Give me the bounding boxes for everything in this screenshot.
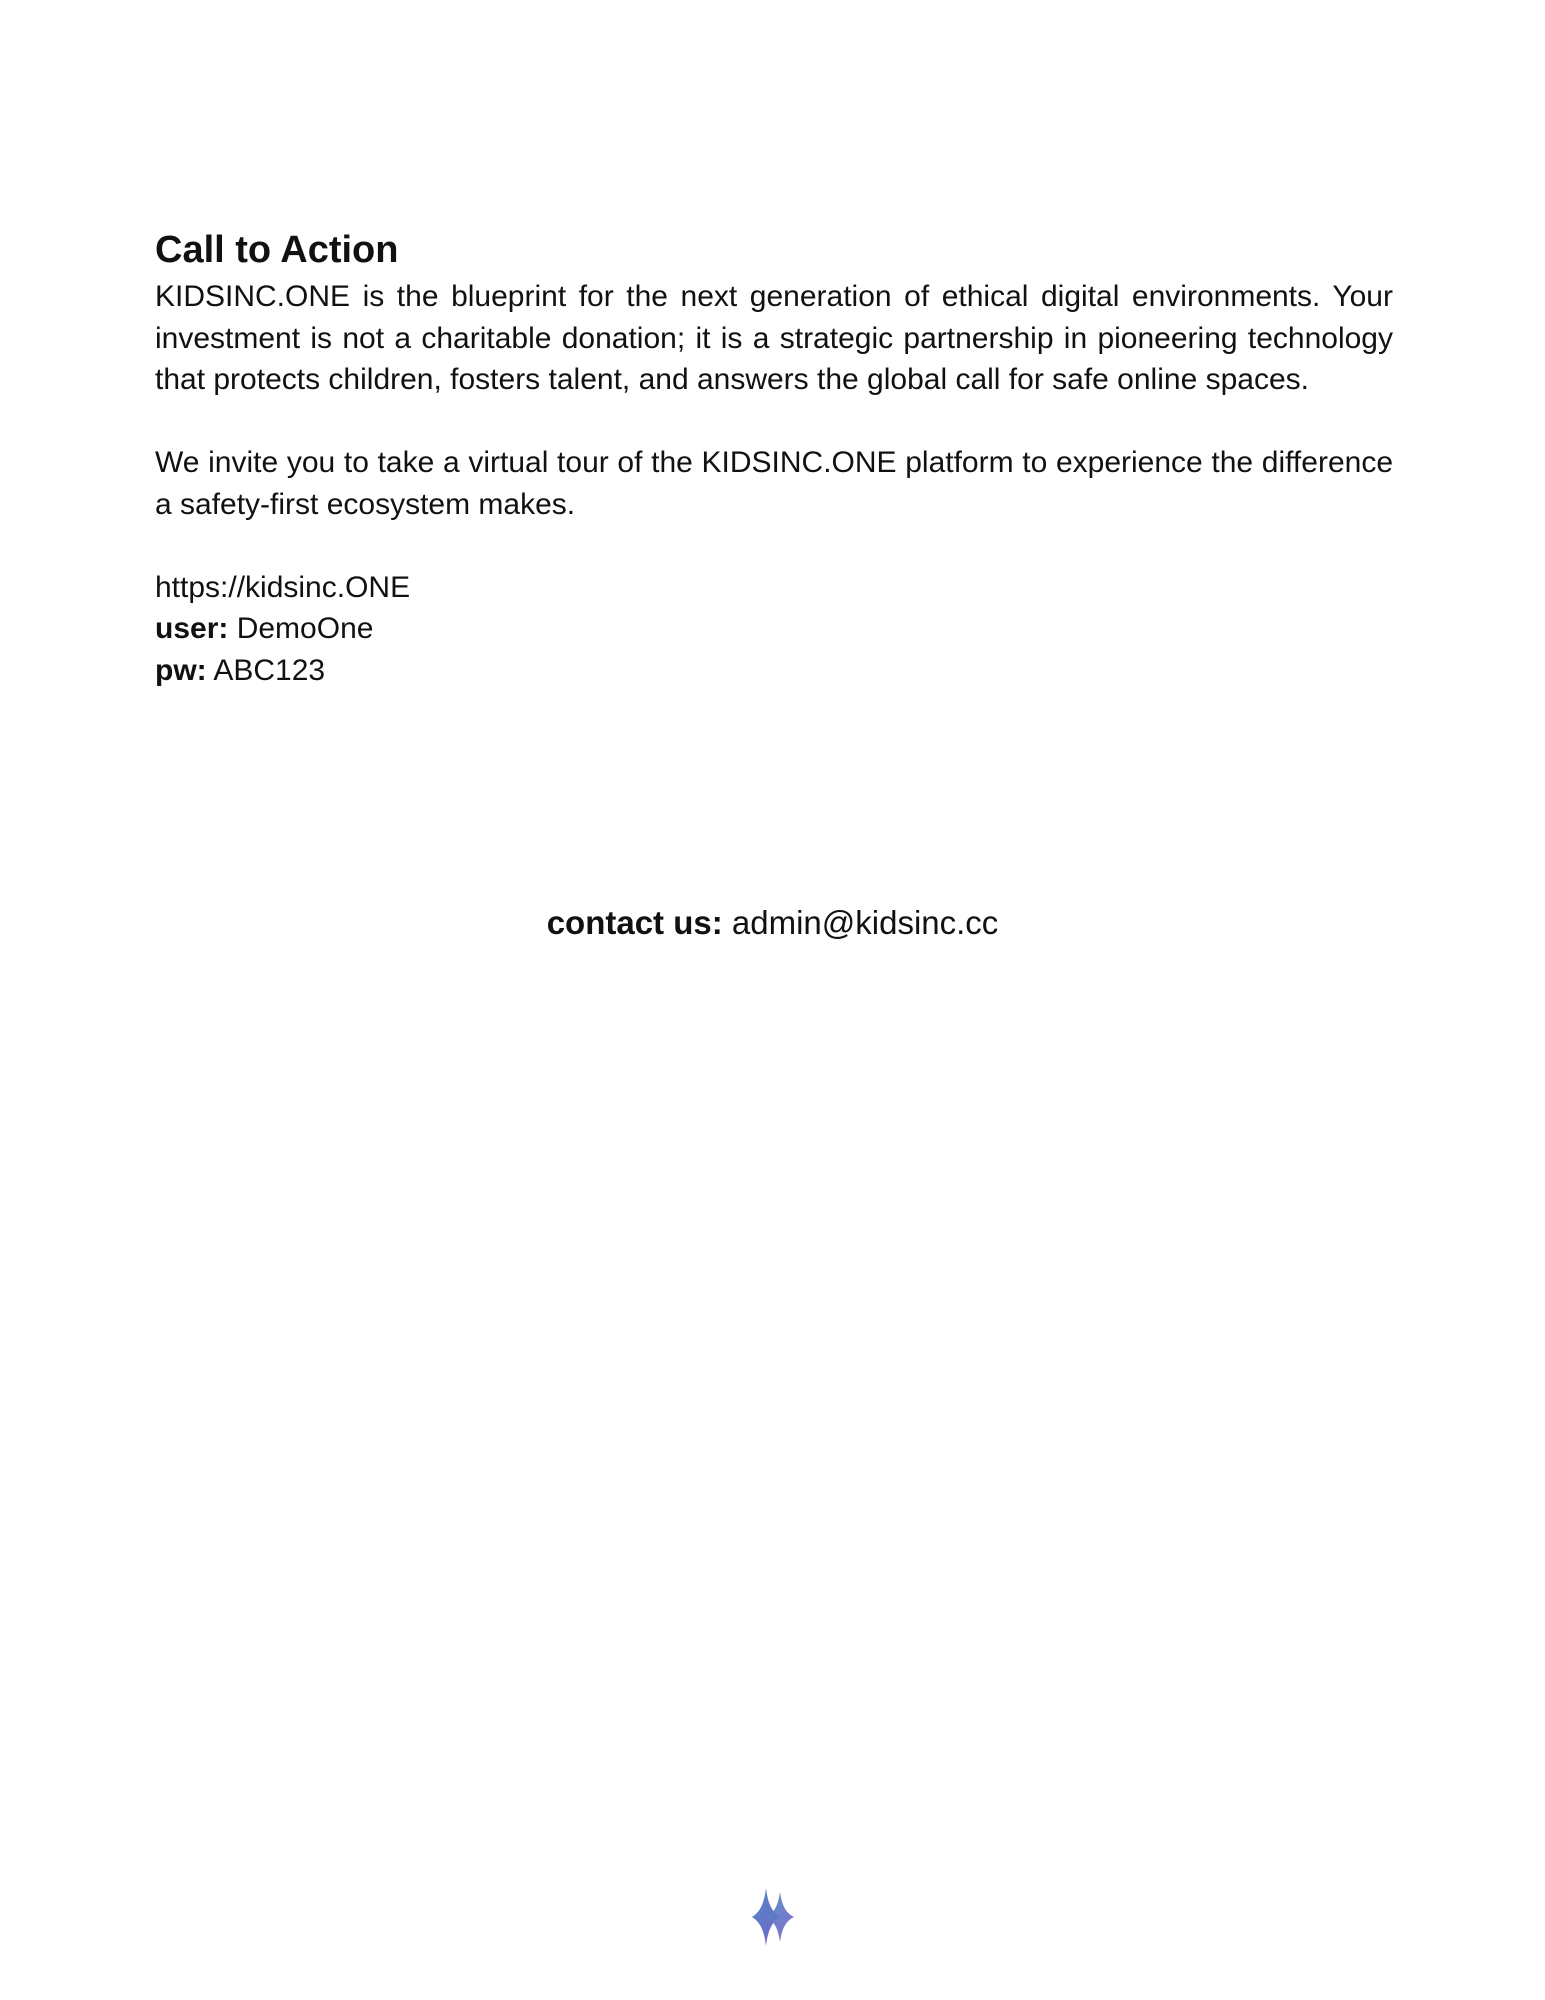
pw-line — [155, 650, 1393, 692]
platform-link[interactable]: https://kidsinc.ONE — [155, 570, 411, 604]
invite-paragraph: We invite you to take a virtual tour of the KIDSINC.ONE platform to experience the difference a safety-first ecosystem makes. — [155, 446, 1393, 521]
user-value: DemoOne — [236, 612, 374, 645]
contact-label: contact us: — [546, 904, 723, 941]
credentials-block — [155, 567, 1393, 692]
intro-paragraph: KIDSINC.ONE is the blueprint for the next generation of ethical digital environments. Your investment is not a charitable donation; it is a strategic partnership in pioneering technology that protects children, fosters talent, and answers the global call for safe online spaces. — [155, 280, 1393, 396]
contact-line — [0, 900, 1545, 946]
page-title: Call to Action — [155, 229, 399, 271]
sparkle-icon — [742, 1886, 804, 1948]
sparkle-right-shape — [766, 1892, 794, 1942]
user-line — [155, 608, 1393, 650]
pw-label: pw: — [155, 653, 207, 687]
contact-email[interactable]: admin@kidsinc.cc — [731, 904, 999, 941]
user-label: user: — [155, 612, 229, 645]
pw-value: ABC123 — [213, 653, 326, 687]
content-block — [155, 224, 1393, 691]
